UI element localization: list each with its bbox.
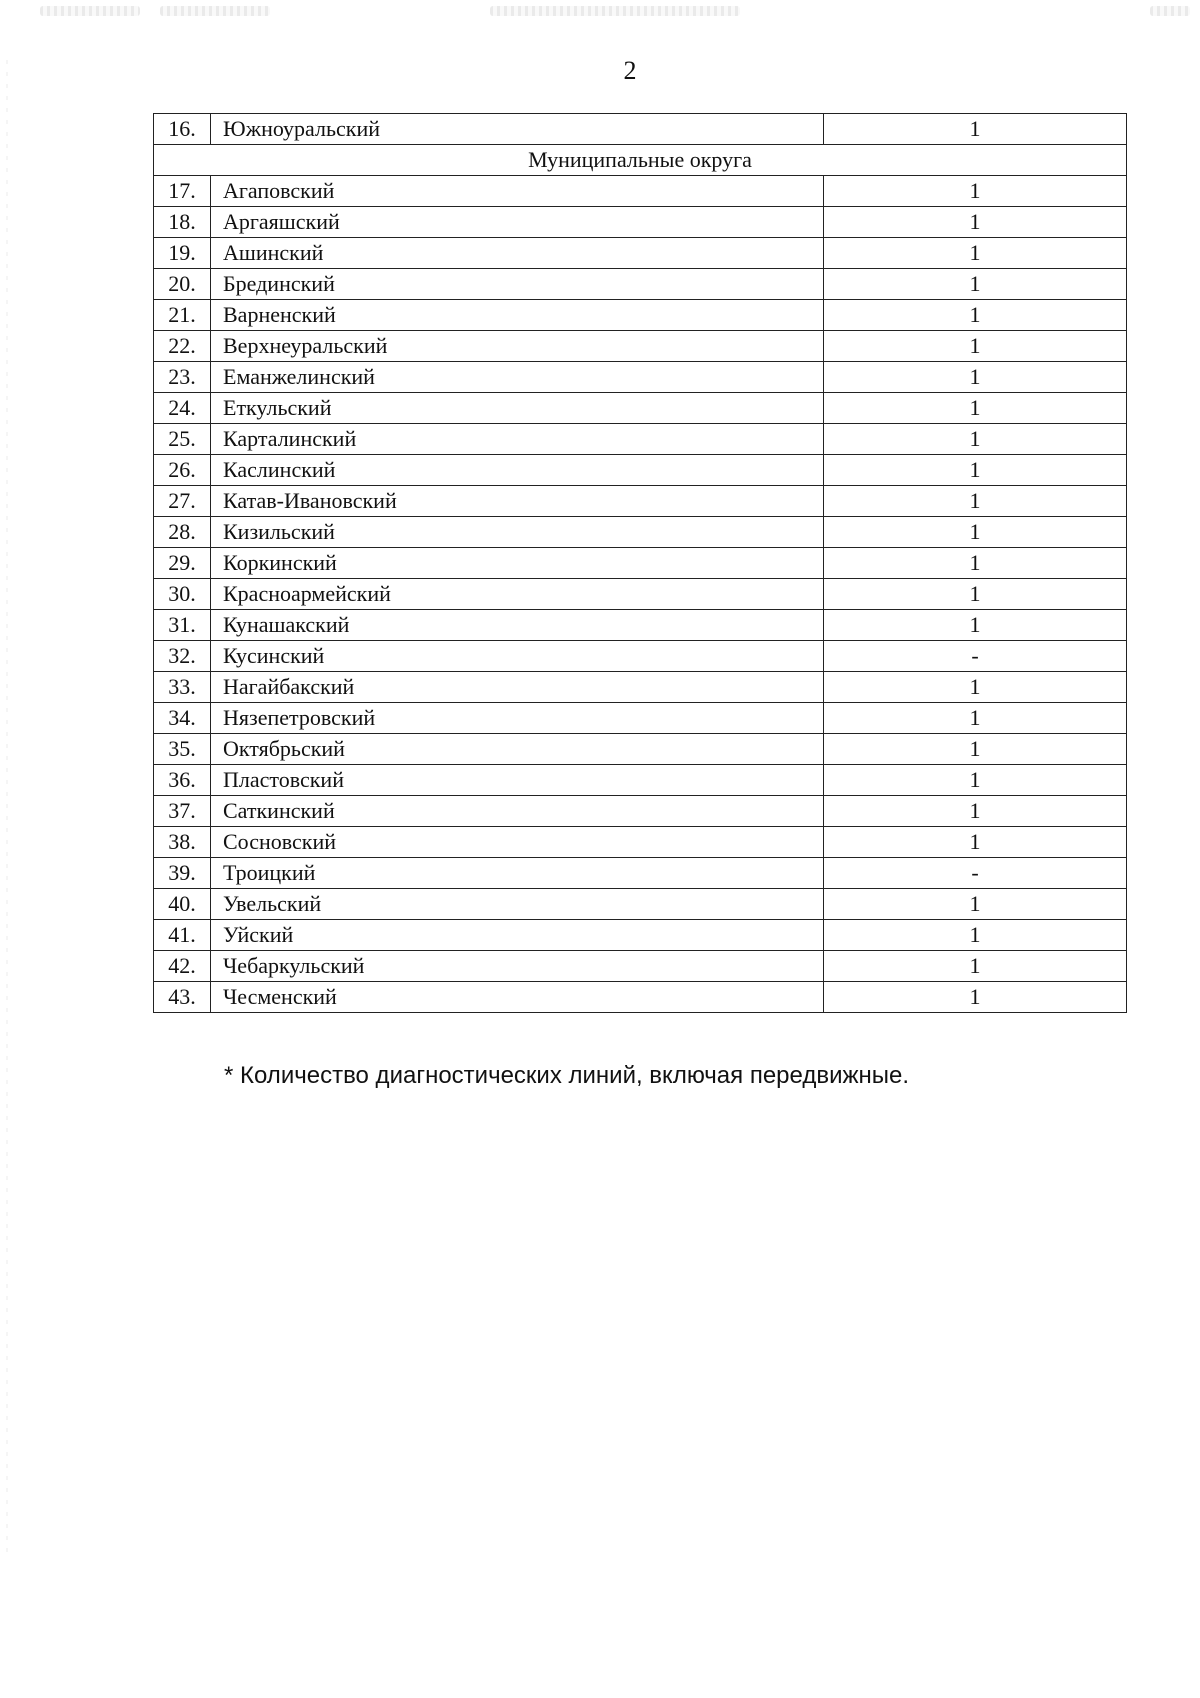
line-count: 1 <box>824 269 1127 300</box>
district-name: Брединский <box>211 269 824 300</box>
table-row <box>154 982 1127 1013</box>
row-number: 36. <box>154 765 211 796</box>
page-number: 2 <box>623 56 637 85</box>
row-number: 16. <box>154 114 211 145</box>
row-number: 39. <box>154 858 211 889</box>
line-count: - <box>824 641 1127 672</box>
row-number: 27. <box>154 486 211 517</box>
line-count: 1 <box>824 114 1127 145</box>
row-number: 31. <box>154 610 211 641</box>
row-number: 30. <box>154 579 211 610</box>
district-name: Каслинский <box>211 455 824 486</box>
line-count: 1 <box>824 610 1127 641</box>
district-name: Кунашакский <box>211 610 824 641</box>
table-row <box>154 424 1127 455</box>
district-name: Увельский <box>211 889 824 920</box>
section-header: Муниципальные округа <box>154 145 1127 176</box>
table-row <box>154 734 1127 765</box>
line-count: 1 <box>824 951 1127 982</box>
line-count: 1 <box>824 703 1127 734</box>
line-count: 1 <box>824 207 1127 238</box>
line-count: 1 <box>824 517 1127 548</box>
district-name: Варненский <box>211 300 824 331</box>
districts-table <box>153 113 1127 1013</box>
table-row <box>154 331 1127 362</box>
table-row <box>154 827 1127 858</box>
line-count: 1 <box>824 920 1127 951</box>
district-name: Троицкий <box>211 858 824 889</box>
district-name: Саткинский <box>211 796 824 827</box>
row-number: 41. <box>154 920 211 951</box>
row-number: 40. <box>154 889 211 920</box>
line-count: 1 <box>824 734 1127 765</box>
table-row <box>154 176 1127 207</box>
row-number: 37. <box>154 796 211 827</box>
table-row <box>154 579 1127 610</box>
district-name: Уйский <box>211 920 824 951</box>
district-name: Чесменский <box>211 982 824 1013</box>
district-name: Аргаяшский <box>211 207 824 238</box>
row-number: 20. <box>154 269 211 300</box>
line-count: 1 <box>824 548 1127 579</box>
line-count: 1 <box>824 796 1127 827</box>
line-count: 1 <box>824 579 1127 610</box>
row-number: 43. <box>154 982 211 1013</box>
line-count: 1 <box>824 393 1127 424</box>
line-count: 1 <box>824 331 1127 362</box>
district-name: Кизильский <box>211 517 824 548</box>
scan-artifact <box>1150 6 1190 16</box>
scan-artifact <box>490 6 740 16</box>
line-count: 1 <box>824 765 1127 796</box>
district-name: Еманжелинский <box>211 362 824 393</box>
line-count: 1 <box>824 672 1127 703</box>
table-row <box>154 207 1127 238</box>
row-number: 35. <box>154 734 211 765</box>
district-name: Чебаркульский <box>211 951 824 982</box>
line-count: 1 <box>824 424 1127 455</box>
district-name: Катав-Ивановский <box>211 486 824 517</box>
district-name: Верхнеуральский <box>211 331 824 362</box>
table-row <box>154 269 1127 300</box>
table-row <box>154 486 1127 517</box>
line-count: 1 <box>824 889 1127 920</box>
table-row <box>154 517 1127 548</box>
table-row <box>154 703 1127 734</box>
table-row <box>154 672 1127 703</box>
district-name: Нязепетровский <box>211 703 824 734</box>
line-count: - <box>824 858 1127 889</box>
table-row <box>154 765 1127 796</box>
table-row <box>154 951 1127 982</box>
line-count: 1 <box>824 362 1127 393</box>
line-count: 1 <box>824 455 1127 486</box>
row-number: 32. <box>154 641 211 672</box>
row-number: 24. <box>154 393 211 424</box>
table-row <box>154 858 1127 889</box>
district-name: Коркинский <box>211 548 824 579</box>
table-row <box>154 238 1127 269</box>
district-name: Нагайбакский <box>211 672 824 703</box>
scan-artifact <box>160 6 270 16</box>
line-count: 1 <box>824 176 1127 207</box>
scan-artifact <box>40 6 140 16</box>
row-number: 18. <box>154 207 211 238</box>
district-name: Красноармейский <box>211 579 824 610</box>
district-name: Пластовский <box>211 765 824 796</box>
line-count: 1 <box>824 982 1127 1013</box>
row-number: 29. <box>154 548 211 579</box>
table-row <box>154 393 1127 424</box>
table-row <box>154 920 1127 951</box>
district-name: Кусинский <box>211 641 824 672</box>
table-row <box>154 114 1127 145</box>
district-name: Южноуральский <box>211 114 824 145</box>
table-row <box>154 641 1127 672</box>
district-name: Сосновский <box>211 827 824 858</box>
table-row <box>154 796 1127 827</box>
table-row <box>154 300 1127 331</box>
line-count: 1 <box>824 238 1127 269</box>
row-number: 33. <box>154 672 211 703</box>
district-name: Октябрьский <box>211 734 824 765</box>
row-number: 21. <box>154 300 211 331</box>
row-number: 28. <box>154 517 211 548</box>
line-count: 1 <box>824 827 1127 858</box>
row-number: 42. <box>154 951 211 982</box>
row-number: 22. <box>154 331 211 362</box>
row-number: 17. <box>154 176 211 207</box>
row-number: 34. <box>154 703 211 734</box>
row-number: 25. <box>154 424 211 455</box>
table-row <box>154 455 1127 486</box>
table-row <box>154 610 1127 641</box>
row-number: 38. <box>154 827 211 858</box>
row-number: 19. <box>154 238 211 269</box>
row-number: 26. <box>154 455 211 486</box>
district-name: Ашинский <box>211 238 824 269</box>
scan-edge <box>6 60 8 1560</box>
district-name: Карталинский <box>211 424 824 455</box>
footnote: * Количество диагностических линий, включая передвижные. <box>224 1062 910 1089</box>
district-name: Агаповский <box>211 176 824 207</box>
section-header-row <box>154 145 1127 176</box>
table-row <box>154 889 1127 920</box>
table-row <box>154 362 1127 393</box>
row-number: 23. <box>154 362 211 393</box>
line-count: 1 <box>824 300 1127 331</box>
district-name: Еткульский <box>211 393 824 424</box>
table-row <box>154 548 1127 579</box>
line-count: 1 <box>824 486 1127 517</box>
